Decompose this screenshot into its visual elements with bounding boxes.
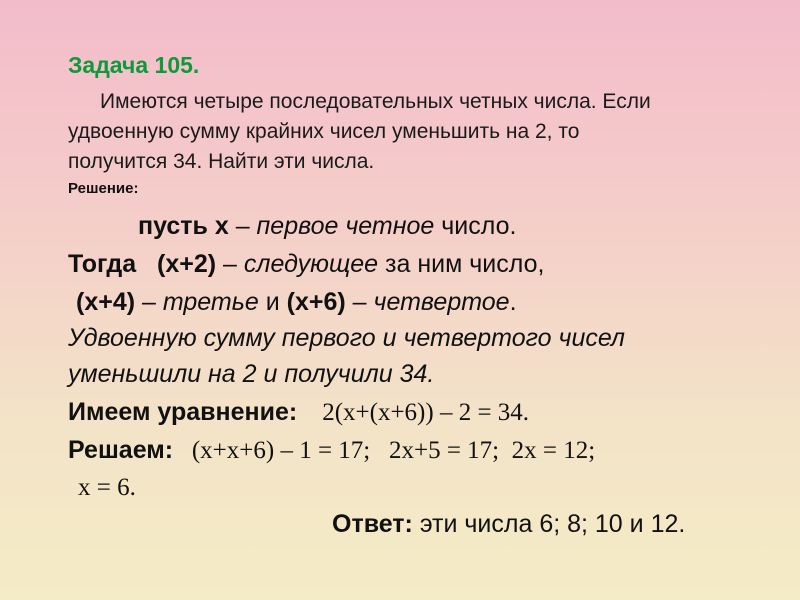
x-plus-4: (x+4) [76, 288, 136, 316]
condition-line-2: удвоенную сумму крайних чисел уменьшить на 2, то [68, 120, 580, 143]
first-even: первое четное [256, 212, 435, 240]
doubled-sum-text: Удвоенную сумму первого и четвертого чисел [68, 324, 626, 352]
answer-label: Ответ: [332, 510, 413, 538]
answer-text: эти числа 6; 8; 10 и 12. [412, 510, 686, 538]
solution-label: Решение: [68, 180, 139, 197]
and-word: и [258, 288, 287, 316]
solution-line-8: x = 6. [78, 474, 136, 501]
next-word: следующее [243, 250, 379, 278]
third-word: третье [162, 288, 259, 316]
period: . [509, 288, 517, 316]
let-x: пусть x [138, 212, 229, 240]
after-it: за ним число, [378, 250, 545, 278]
equation: 2(x+(x+6)) – 2 = 34. [297, 399, 530, 426]
dash: – [135, 288, 163, 316]
number-word: число. [434, 212, 517, 240]
answer-line [332, 510, 685, 539]
solving-steps: (x+x+6) – 1 = 17; 2x+5 = 17; 2x = 12; [173, 437, 596, 464]
condition-line-3: получится 34. Найти эти числа. [68, 150, 375, 173]
solving-label: Решаем: [68, 436, 174, 464]
decreased-text: уменьшили на 2 и получили 34. [68, 360, 435, 388]
dash: – [228, 212, 257, 240]
solution-line-5 [68, 360, 434, 389]
dash: – [345, 288, 374, 316]
solution-line-7 [68, 436, 595, 465]
solution-line-6 [68, 398, 529, 427]
dash: – [216, 250, 244, 278]
condition-line-1: Имеются четыре последовательных четных числа. Если [100, 90, 651, 113]
solution-line-4 [68, 324, 625, 353]
x-plus-6: (x+6) [286, 288, 346, 316]
solution-line-2 [68, 250, 544, 279]
solution-line-1 [138, 212, 516, 241]
then-x-plus-2: Тогда (x+2) [68, 250, 217, 278]
solution-line-3 [76, 288, 517, 317]
task-title: Задача 105. [68, 52, 200, 78]
fourth-word: четвертое [373, 288, 510, 316]
equation-label: Имеем уравнение: [68, 398, 298, 426]
